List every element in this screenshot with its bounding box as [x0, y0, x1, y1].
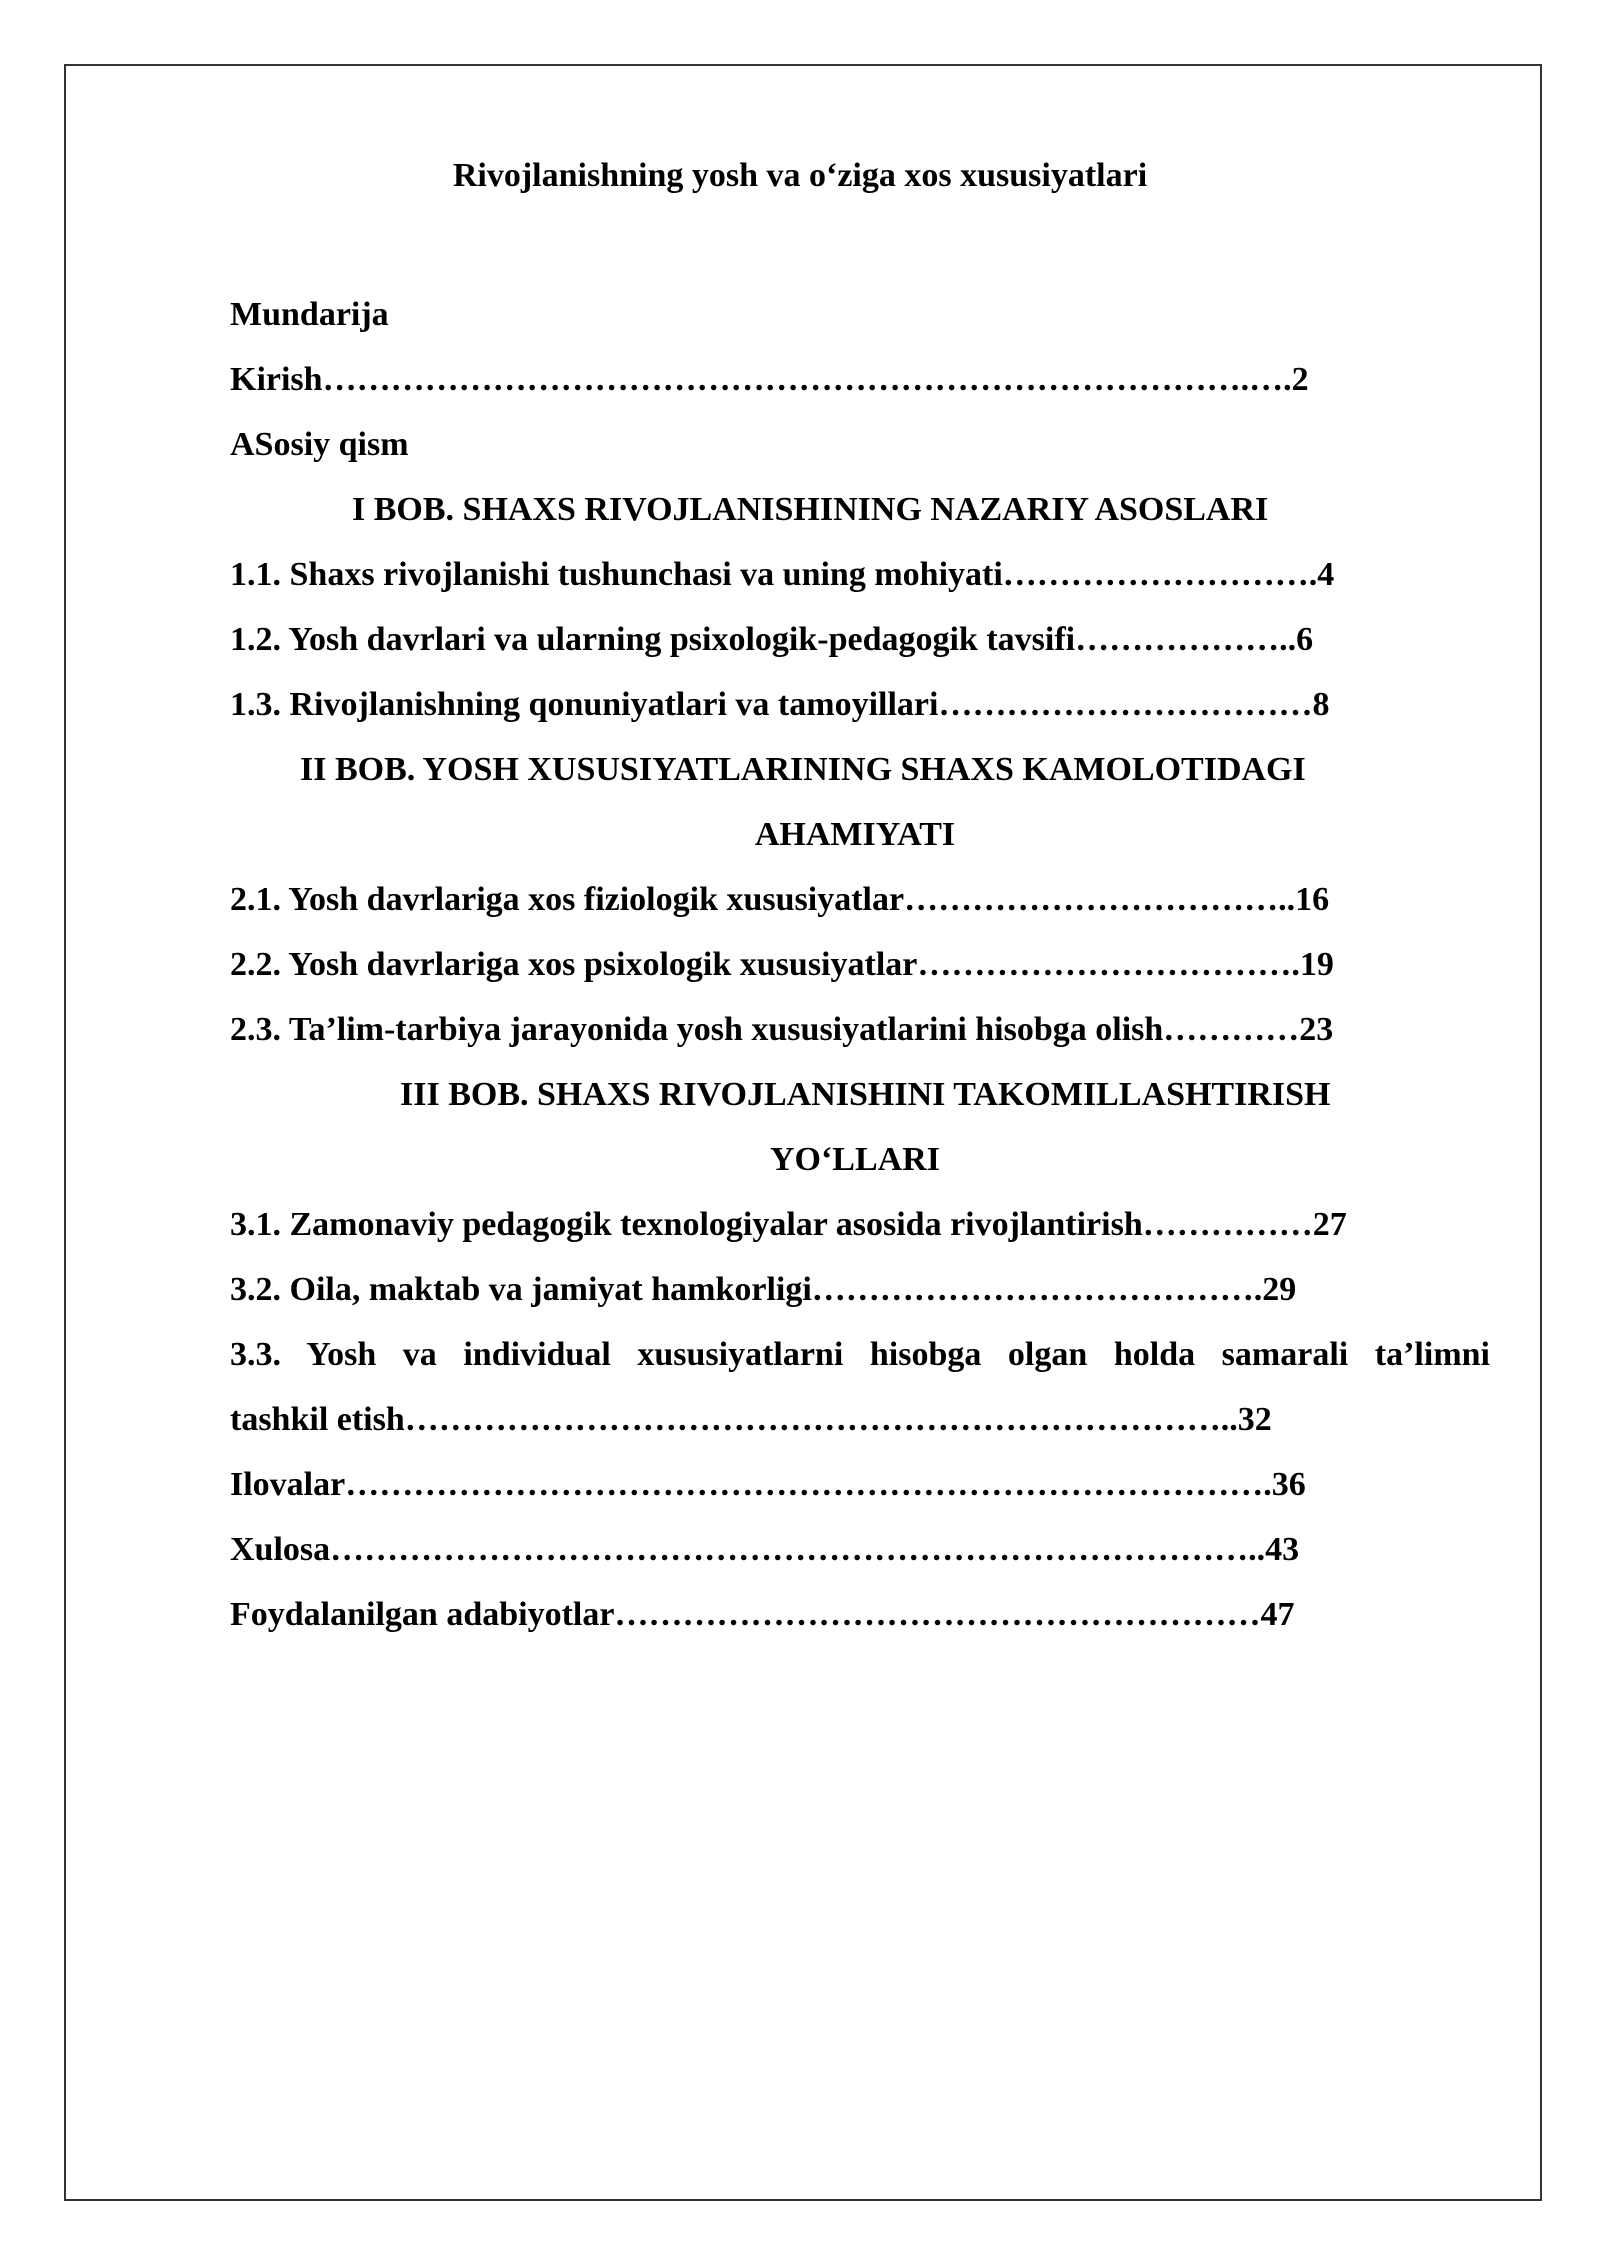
- toc-chapter-1-title: I BOB. SHAXS RIVOJLANISHINING NAZARIY ASOSLARI: [352, 491, 1269, 528]
- toc-entry-2-2: 2.2. Yosh davrlariga xos psixologik xususiyatlar…………………………….19: [230, 946, 1334, 983]
- toc-entry-2-1: 2.1. Yosh davrlariga xos fiziologik xususiyatlar……………………………..16: [230, 881, 1330, 918]
- toc-entry-3-3-cont: tashkil etish………………………………………………………………..32: [230, 1401, 1272, 1438]
- toc-entry-xulosa: Xulosa………………………………………………………………………..43: [230, 1531, 1300, 1568]
- toc-entry-kirish: Kirish……………………………………………………………………….….2: [230, 361, 1309, 398]
- toc-heading: Mundarija: [230, 296, 389, 333]
- toc-entry-adabiyotlar: Foydalanilgan adabiyotlar…………………………………………………47: [230, 1596, 1295, 1633]
- toc-entry-asosiy-qism: ASosiy qism: [230, 426, 409, 463]
- toc-entry-1-3: 1.3. Rivojlanishning qonuniyatlari va tamoyillari……………………………8: [230, 686, 1330, 723]
- toc-entry-1-1: 1.1. Shaxs rivojlanishi tushunchasi va uning mohiyati……………………….4: [230, 556, 1335, 593]
- toc-chapter-3-title: III BOB. SHAXS RIVOJLANISHINI TAKOMILLASHTIRISH: [400, 1076, 1331, 1113]
- table-of-contents: [230, 282, 1490, 1647]
- toc-entry-3-1: 3.1. Zamonaviy pedagogik texnologiyalar asosida rivojlantirish……………27: [230, 1206, 1347, 1243]
- toc-entry-3-3: 3.3. Yosh va individual xususiyatlarni hisobga olgan holda samarali ta’limni: [230, 1336, 1490, 1373]
- toc-chapter-3-title-cont: YO‘LLARI: [769, 1141, 941, 1178]
- toc-entry-2-3: 2.3. Ta’lim-tarbiya jarayonida yosh xususiyatlarini hisobga olish…………23: [230, 1011, 1334, 1048]
- toc-entry-3-2: 3.2. Oila, maktab va jamiyat hamkorligi………………………………….29: [230, 1271, 1297, 1308]
- toc-entry-1-2: 1.2. Yosh davrlari va ularning psixologik-pedagogik tavsifi………………..6: [230, 621, 1314, 658]
- toc-chapter-2-title: II BOB. YOSH XUSUSIYATLARINING SHAXS KAMOLOTIDAGI: [300, 751, 1306, 788]
- document-title: Rivojlanishning yosh va o‘ziga xos xususiyatlari: [452, 157, 1148, 194]
- toc-chapter-2-title-cont: AHAMIYATI: [754, 816, 956, 853]
- toc-entry-ilovalar: Ilovalar……………………………………………………………………….36: [230, 1466, 1306, 1503]
